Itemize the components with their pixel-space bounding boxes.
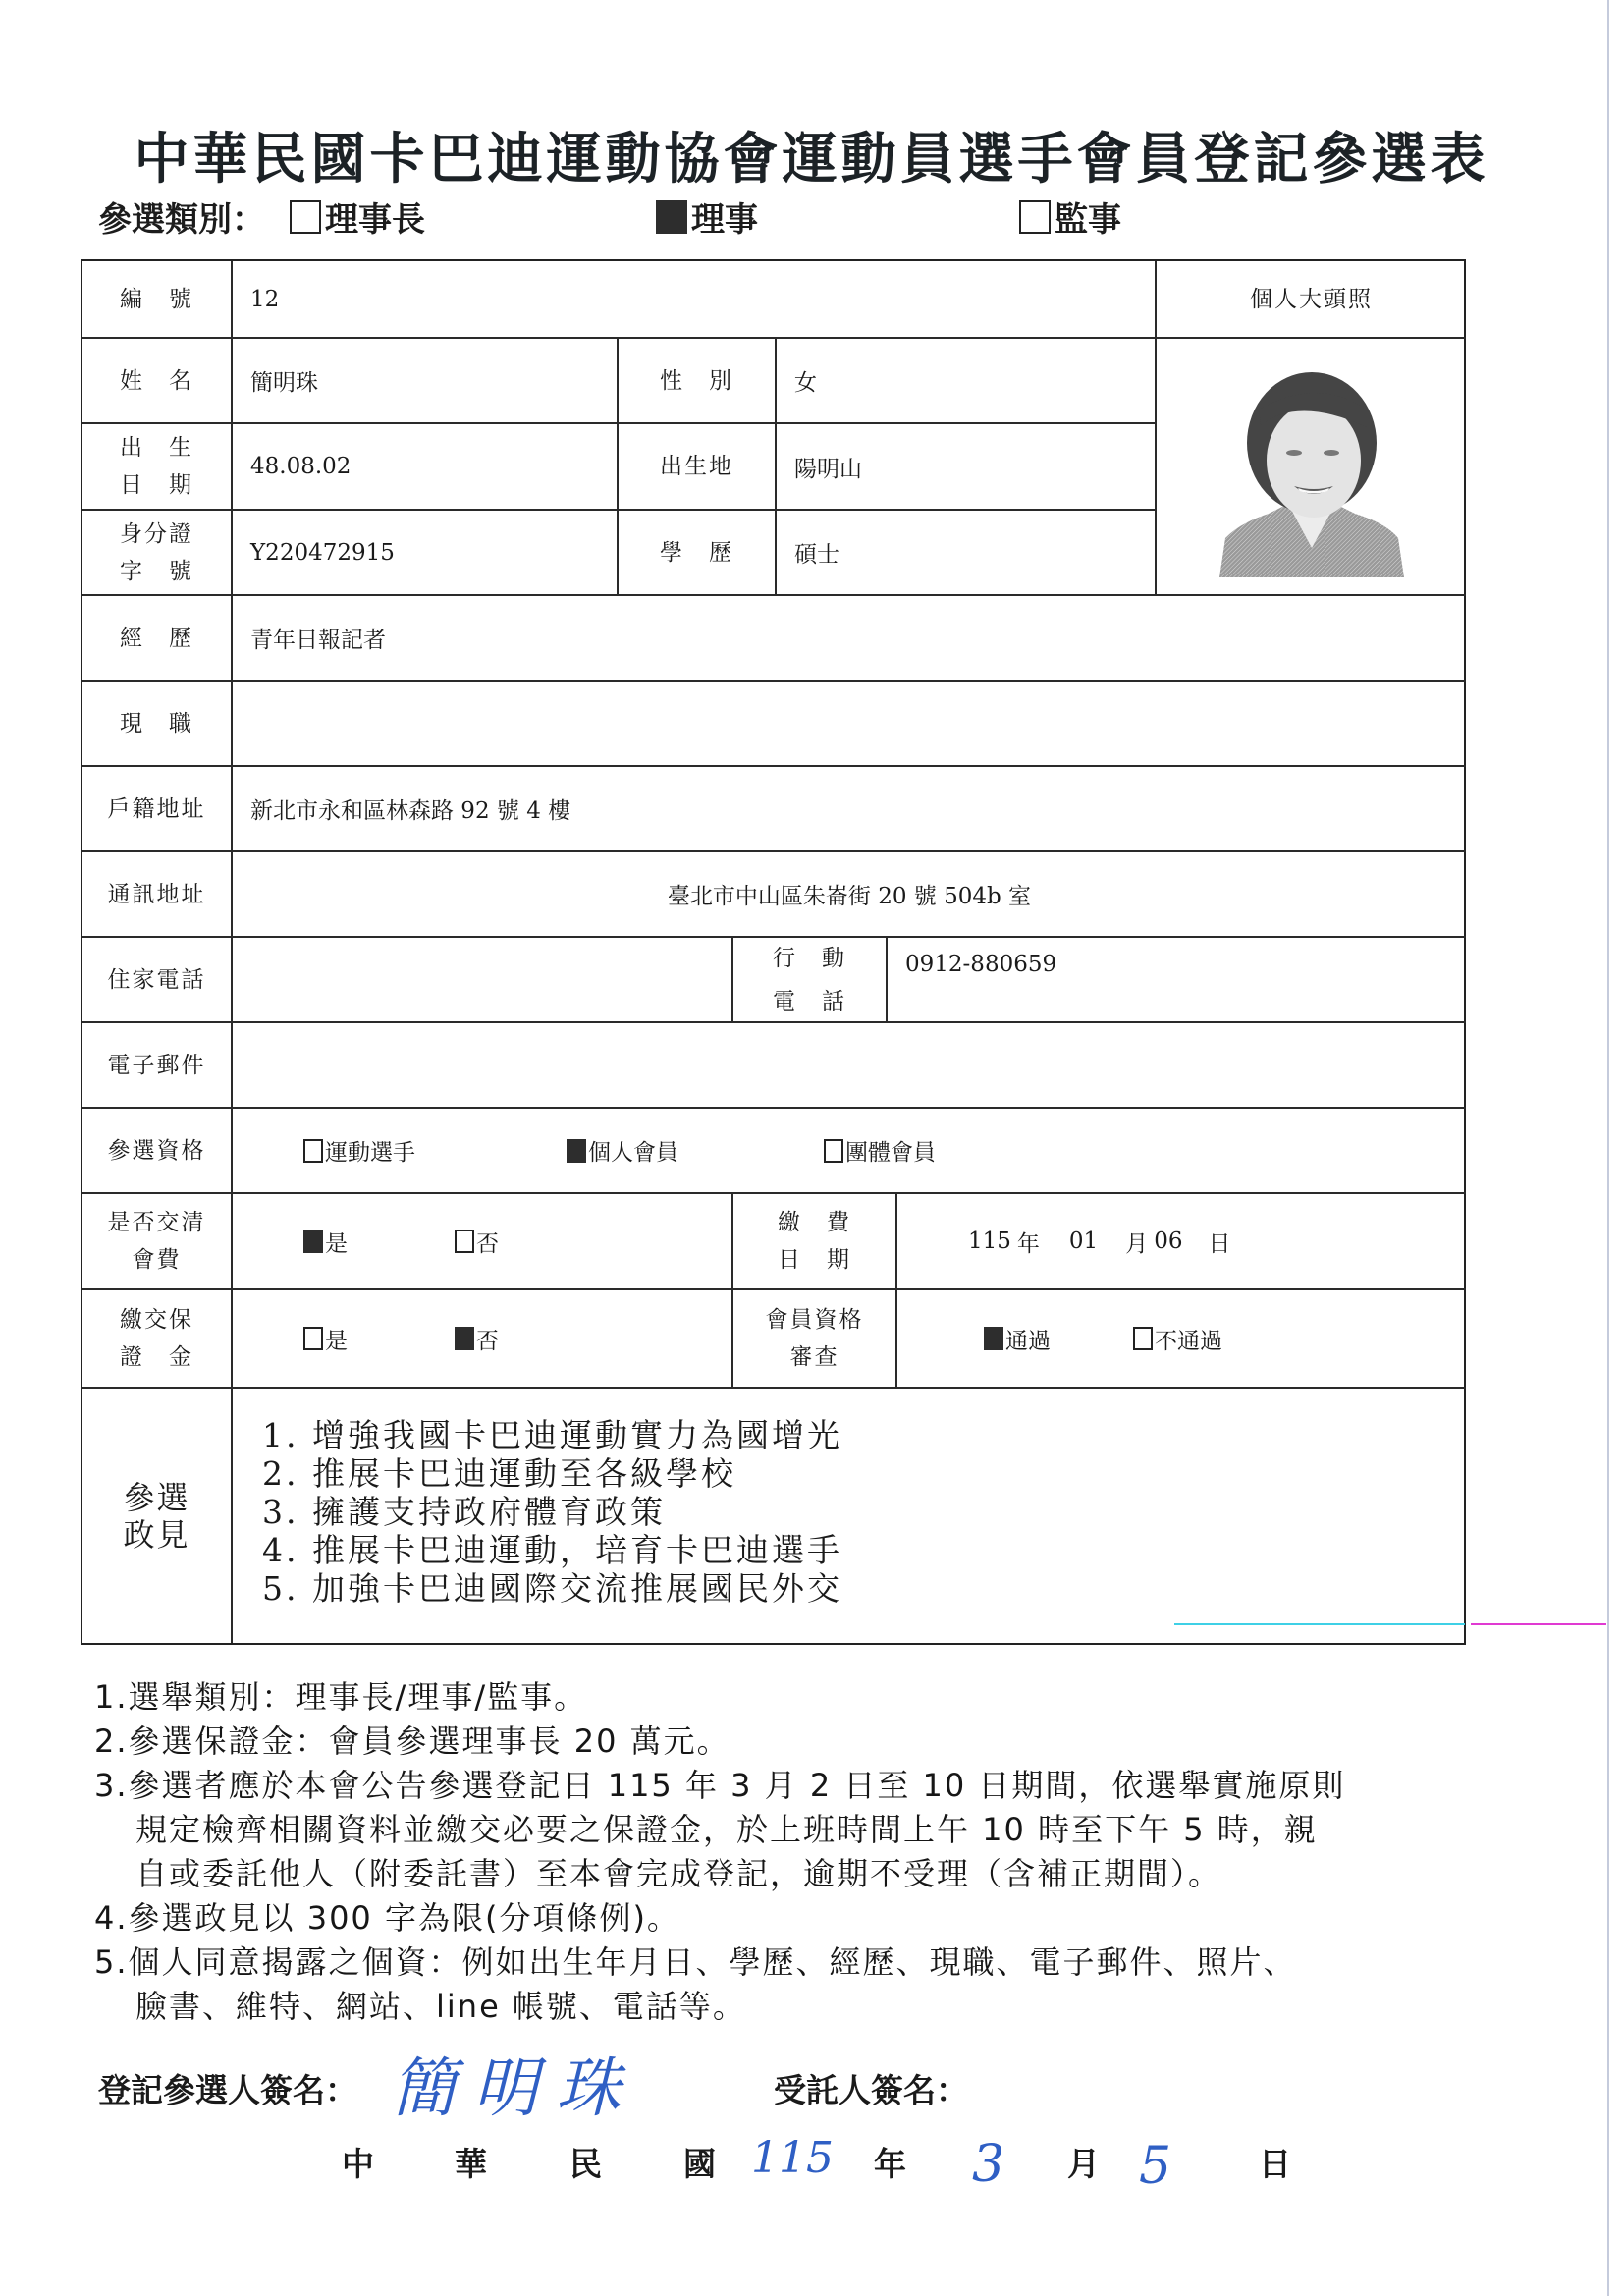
note-item: 5.個人同意揭露之個資：例如出生年月日、學歷、經歷、現職、電子郵件、照片、 [94, 1943, 1297, 1981]
note-item: 規定檢齊相關資料並繳交必要之保證金，於上班時間上午 10 時至下午 5 時，親 [135, 1811, 1318, 1848]
note-item: 2.參選保證金：會員參選理事長 20 萬元。 [94, 1722, 730, 1760]
mobile-phone-value: 0912-880659 [888, 938, 1466, 1023]
registration-form [81, 259, 1466, 1645]
portrait-photo [1219, 366, 1404, 577]
platform-label: 參選 政見 [82, 1389, 233, 1643]
deposit-paid-label: 繳交保 證 金 [82, 1290, 233, 1389]
era-char: 華 [455, 2145, 487, 2183]
email-value [233, 1023, 1466, 1109]
checkbox-checked-icon[interactable] [303, 1230, 323, 1253]
name-label: 姓 名 [82, 339, 233, 424]
birthplace-value: 陽明山 [777, 424, 1157, 511]
note-item: 4.參選政見以 300 字為限(分項條例)。 [94, 1899, 680, 1937]
mailing-address-value: 臺北市中山區朱崙街 20 號 504b 室 [233, 852, 1466, 938]
current-job-label: 現 職 [82, 682, 233, 767]
membership-review-options [897, 1290, 1466, 1389]
note-item: 3.參選者應於本會公告參選登記日 115 年 3 月 2 日至 10 日期間，依選舉實施原則 [94, 1767, 1346, 1804]
photo-cell [1157, 339, 1466, 596]
current-job-value [233, 682, 1466, 767]
category-option-supervisor[interactable]: 監事 [1019, 192, 1121, 241]
checkbox-unchecked-icon[interactable] [1133, 1327, 1153, 1350]
month-unit: 月 [1067, 2145, 1100, 2183]
fees-paid-options [233, 1194, 733, 1290]
platform-item: 1. 增強我國卡巴迪運動實力為國增光 [262, 1416, 842, 1454]
education-value: 碩士 [777, 511, 1157, 596]
category-option-director[interactable]: 理事 [656, 192, 758, 241]
experience-label: 經 歷 [82, 596, 233, 682]
scan-artifact-line [1174, 1623, 1465, 1625]
checkbox-unchecked-icon[interactable] [303, 1327, 323, 1350]
notes-section [94, 1675, 1488, 2029]
scan-artifact-line [1471, 1623, 1606, 1625]
birth-date-value: 48.08.02 [233, 424, 619, 511]
eligibility-label: 參選資格 [82, 1109, 233, 1194]
photo-label: 個人大頭照 [1157, 261, 1466, 339]
era-char: 國 [683, 2145, 716, 2183]
mobile-phone-label: 行 動 電 話 [733, 938, 888, 1023]
email-label: 電子郵件 [82, 1023, 233, 1109]
payment-date-value: 115 年 01 月 06 日 [897, 1194, 1466, 1290]
category-label: 參選類別： [98, 200, 265, 240]
number-label: 編 號 [82, 261, 233, 339]
registered-address-value: 新北市永和區林森路 92 號 4 樓 [233, 767, 1466, 852]
page-title: 中華民國卡巴迪運動協會運動員選手會員登記參選表 [134, 128, 1489, 191]
eligibility-option-individual[interactable]: 個人會員 [567, 1134, 678, 1167]
era-char: 中 [342, 2145, 374, 2183]
checkbox-checked-icon[interactable] [567, 1139, 586, 1163]
eligibility-option-group[interactable]: 團體會員 [824, 1134, 936, 1167]
experience-value: 青年日報記者 [233, 596, 1466, 682]
gender-label: 性 別 [619, 339, 777, 424]
note-item: 1.選舉類別：理事長/理事/監事。 [94, 1678, 588, 1716]
platform-item: 5. 加強卡巴迪國際交流推展國民外交 [262, 1569, 842, 1608]
deposit-paid-yes[interactable]: 是 [303, 1323, 348, 1355]
signing-date [0, 2133, 1623, 2198]
number-value: 12 [233, 261, 1157, 339]
checkbox-unchecked-icon[interactable] [290, 200, 321, 234]
deposit-paid-no[interactable]: 否 [455, 1323, 499, 1355]
year-handwritten[interactable]: 115 [751, 2133, 834, 2183]
deposit-paid-options [233, 1290, 733, 1389]
checkbox-unchecked-icon[interactable] [824, 1139, 843, 1163]
payment-date-label: 繳 費 日 期 [733, 1194, 897, 1290]
mailing-address-label: 通訊地址 [82, 852, 233, 938]
name-value: 簡明珠 [233, 339, 619, 424]
platform-item: 2. 推展卡巴迪運動至各級學校 [262, 1454, 736, 1493]
signature-row [98, 2050, 1375, 2126]
id-number-value: Y220472915 [233, 511, 619, 596]
platform-list [233, 1389, 1466, 1643]
checkbox-unchecked-icon[interactable] [455, 1230, 474, 1253]
year-unit: 年 [874, 2145, 906, 2183]
membership-review-label: 會員資格 審查 [733, 1290, 897, 1389]
note-item: 臉書、維特、網站、line 帳號、電話等。 [135, 1988, 746, 2025]
checkbox-checked-icon[interactable] [656, 200, 687, 234]
education-label: 學 歷 [619, 511, 777, 596]
candidate-signature[interactable]: 簡明珠 [391, 2050, 638, 2126]
scan-edge-line [1607, 0, 1609, 2296]
note-item: 自或委託他人（附委託書）至本會完成登記，逾期不受理（含補正期間）。 [135, 1855, 1222, 1892]
category-option-chairman[interactable]: 理事長 [290, 192, 425, 241]
checkbox-unchecked-icon[interactable] [1019, 200, 1051, 234]
month-handwritten[interactable]: 3 [972, 2135, 1005, 2194]
membership-review-fail[interactable]: 不通過 [1133, 1323, 1222, 1355]
registered-address-label: 戶籍地址 [82, 767, 233, 852]
gender-value: 女 [777, 339, 1157, 424]
fees-paid-label: 是否交清 會費 [82, 1194, 233, 1290]
eligibility-options [233, 1109, 1466, 1194]
checkbox-unchecked-icon[interactable] [303, 1139, 323, 1163]
fees-paid-yes[interactable]: 是 [303, 1226, 348, 1258]
fees-paid-no[interactable]: 否 [455, 1226, 499, 1258]
home-phone-label: 住家電話 [82, 938, 233, 1023]
birthplace-label: 出生地 [619, 424, 777, 511]
day-unit: 日 [1259, 2145, 1291, 2183]
home-phone-value [233, 938, 733, 1023]
checkbox-checked-icon[interactable] [984, 1327, 1003, 1350]
platform-item: 3. 擁護支持政府體育政策 [262, 1493, 666, 1531]
id-number-label: 身分證 字 號 [82, 511, 233, 596]
platform-item: 4. 推展卡巴迪運動，培育卡巴迪選手 [262, 1531, 842, 1569]
day-handwritten[interactable]: 5 [1139, 2137, 1172, 2196]
checkbox-checked-icon[interactable] [455, 1327, 474, 1350]
era-char: 民 [569, 2145, 602, 2183]
proxy-signature-label: 受託人簽名： [774, 2071, 968, 2109]
candidate-signature-label: 登記參選人簽名： [98, 2071, 357, 2109]
birth-date-label: 出 生 日 期 [82, 424, 233, 511]
eligibility-option-athlete[interactable]: 運動選手 [303, 1134, 415, 1167]
membership-review-pass[interactable]: 通過 [984, 1323, 1051, 1355]
